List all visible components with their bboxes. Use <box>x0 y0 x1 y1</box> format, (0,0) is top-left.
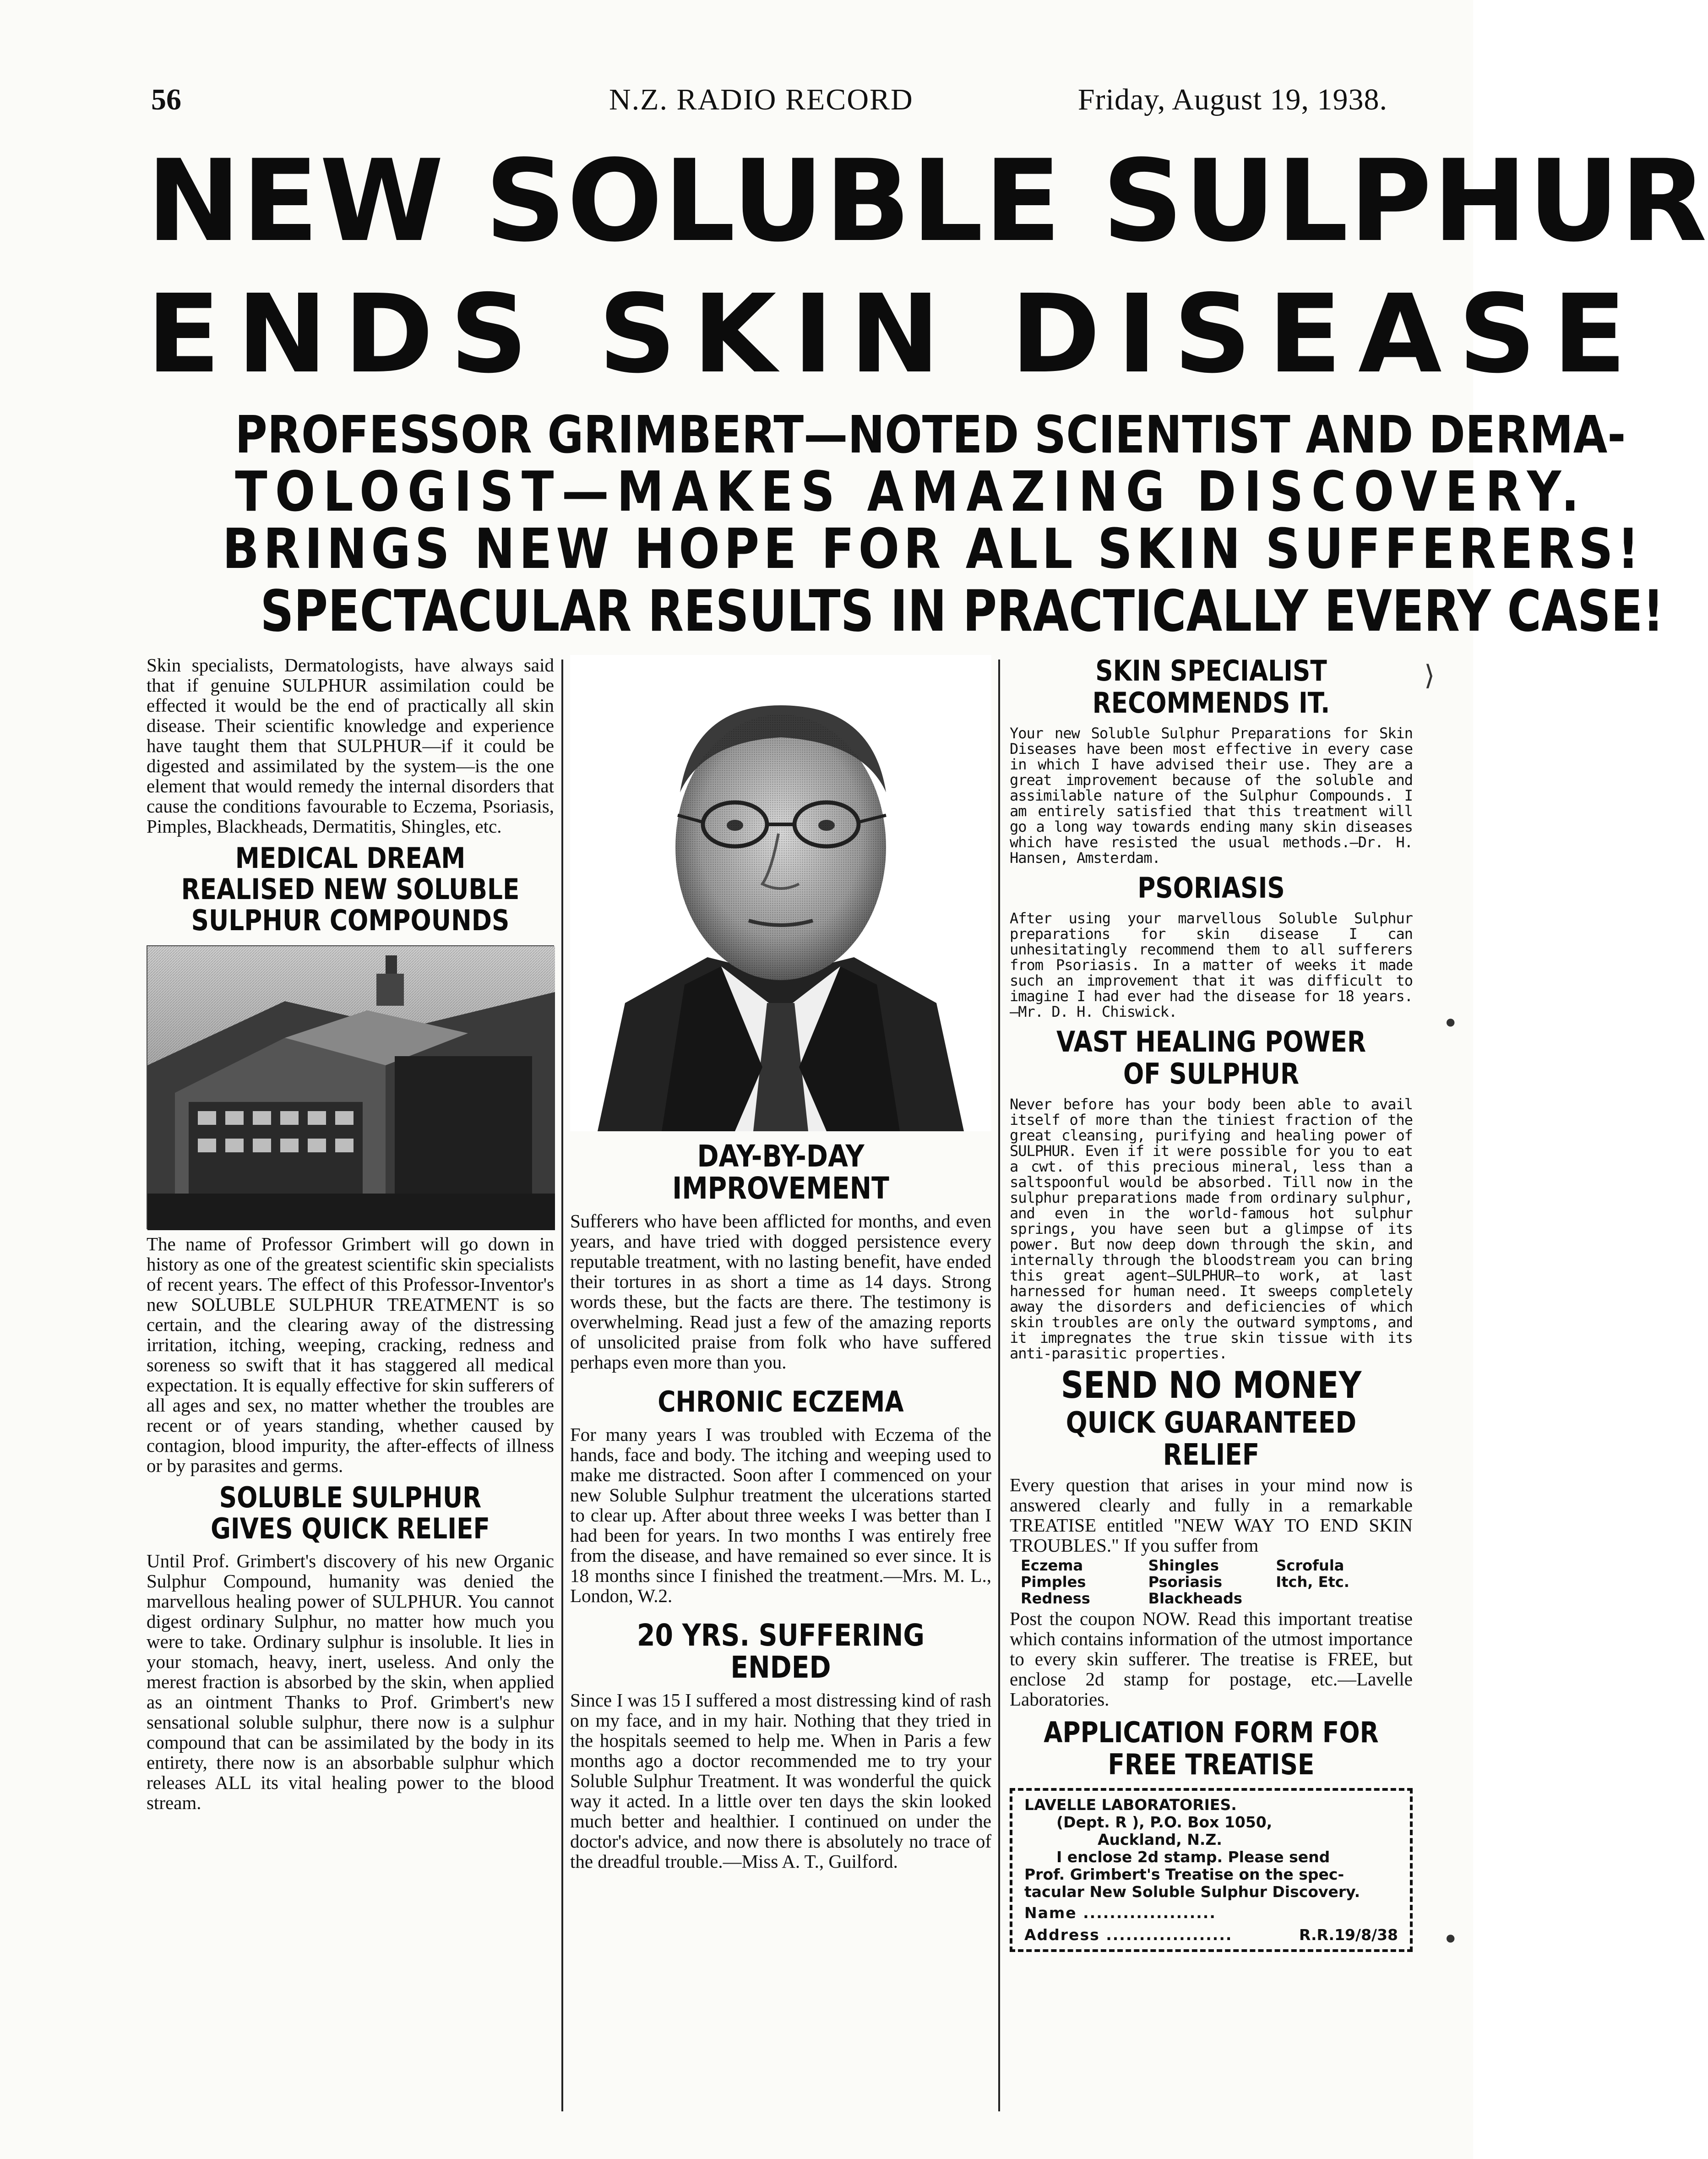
intro-paragraph: Skin specialists, Dermatologists, have always said that if genuine SULPHUR assimilation could be effected it would be the end of practically all skin disease. Their scientific knowledge and experience have taught them that SULPHUR—if it could be digested and assimilated by the system—is the one element that would remedy the internal disorders that cause the conditions favourable to Eczema, Psoriasis, Pimples, Blackheads, Dermatitis, Shingles, etc. <box>147 654 554 837</box>
section-heading-quick-relief: SOLUBLE SULPHUR GIVES QUICK RELIEF <box>211 1481 490 1545</box>
ailment-item: Itch, Etc. <box>1276 1573 1349 1591</box>
application-coupon[interactable] <box>1010 1788 1413 1952</box>
section-heading-chronic-eczema: CHRONIC ECZEMA <box>658 1385 904 1418</box>
section-heading-vast-healing: VAST HEALING POWER OF SULPHUR <box>1056 1025 1366 1090</box>
headline-line-1: NEW SOLUBLE SULPHUR <box>147 136 1708 267</box>
address-field[interactable]: Address ................... <box>1024 1926 1233 1944</box>
ailment-list <box>1010 1555 1413 1608</box>
column-rule <box>998 660 1000 2111</box>
headline-line-2: ENDS SKIN DISEASE <box>147 271 1643 397</box>
subheadline-2: TOLOGIST—MAKES AMAZING DISCOVERY. <box>235 460 1587 524</box>
coupon-instruction: Prof. Grimbert's Treatise on the spec- <box>1024 1865 1344 1883</box>
laboratory-illustration <box>147 946 555 1230</box>
subheadline-4: SPECTACULAR RESULTS IN PRACTICALLY EVERY CASE! <box>260 578 1664 644</box>
treatise-paragraph: Every question that arises in your mind now is answered clearly and fully in a remarkable TREATISE entitled "NEW WAY TO END SKIN TROUBLES." If you suffer from <box>1010 1474 1413 1556</box>
section-heading-send-no-money: SEND NO MONEY <box>1061 1364 1362 1407</box>
section-heading-medical-dream: MEDICAL DREAM REALISED NEW SOLUBLE SULPHUR COMPOUNDS <box>181 841 520 937</box>
ailment-item: Blackheads <box>1148 1590 1242 1607</box>
coupon-reference: R.R.19/8/38 <box>1299 1926 1398 1944</box>
ailment-item: Redness <box>1021 1590 1090 1607</box>
address-row <box>1024 1926 1398 1944</box>
subheadline-1: PROFESSOR GRIMBERT—NOTED SCIENTIST AND DERMA- <box>235 405 1626 465</box>
specialist-testimonial: Your new Soluble Sulphur Preparations for Skin Diseases have been most effective in every case in which I have advised their use. They are a great improvement because of the soluble and assimilable nature of the Sulphur Compounds. I am entirely satisfied that this treatment will go a long way towards ending many skin diseases which have resisted the usual methods.—Dr. H. Hansen, Amsterdam. <box>1010 725 1413 867</box>
page-number: 56 <box>151 83 181 116</box>
psoriasis-testimonial: After using your marvellous Soluble Sulphur preparations for skin disease I can unhesitatingly recommend them to all sufferers from Psoriasis. In a matter of weeks it made such an improvement that it was difficult to imagine I had ever had the disease for 18 years.—Mr. D. H. Chiswick. <box>1010 910 1413 1020</box>
running-head <box>151 82 1387 124</box>
portrait-illustration <box>570 655 991 1131</box>
publication-title: N.Z. RADIO RECORD <box>609 83 914 116</box>
coupon-instruction: I enclose 2d stamp. Please send <box>1056 1848 1330 1866</box>
coupon-instruction: tacular New Soluble Sulphur Discovery. <box>1024 1883 1360 1901</box>
column-middle <box>570 655 991 1871</box>
subheadline-3: BRINGS NEW HOPE FOR ALL SKIN SUFFERERS! <box>222 518 1643 581</box>
ailment-item: Shingles <box>1148 1557 1219 1574</box>
professor-paragraph: The name of Professor Grimbert will go down in history as one of the greatest scientific skin specialists of recent years. The effect of this Professor-Inventor's new SOLUBLE SULPHUR TREATMENT is so certain, and the clearing away of the distressing irritation, itching, weeping, cracking, redness and soreness so swift that it has staggered all medical expectation. It is equally effective for skin sufferers of all ages and sex, no matter whether the troubles are recent or of years standing, whether caused by contagion, blood impurity, the after-effects of illness or by parasites and germs. <box>147 1233 554 1476</box>
coupon-address: (Dept. R ), P.O. Box 1050, <box>1056 1813 1273 1831</box>
post-coupon-paragraph: Post the coupon NOW. Read this important treatise which contains information of the utmost importance to every skin sufferer. The treatise is FREE, but enclose 2d stamp for postage, etc.—Lavelle Laboratories. <box>1010 1608 1413 1710</box>
coupon-city: Auckland, N.Z. <box>1098 1831 1222 1848</box>
column-right <box>1010 655 1413 1952</box>
ailment-item: Scrofula <box>1276 1557 1344 1574</box>
margin-mark: • <box>1442 1008 1459 1040</box>
healing-paragraph: Never before has your body been able to avail itself of more than the tiniest fraction of the great cleansing, purifying and healing power of SULPHUR. Even if it were possible for you to eat a cwt. of this precious mineral, less than a saltspoonful would be absorbed. Till now in the sulphur preparations made from ordinary sulphur, and even in the world-famous hot sulphur springs, you have seen but a glimpse of its power. But now deep down through the skin, and internally through the bloodstream you can bring this great agent—SULPHUR—to work, at last harnessed for human need. It sweeps completely away the disorders and deficiencies of which skin troubles are only the outward symptoms, and it impregnates the true skin tissue with its anti-parasitic properties. <box>1010 1096 1413 1362</box>
column-left <box>147 655 554 1813</box>
section-heading-guaranteed-relief: QUICK GUARANTEED RELIEF <box>1066 1406 1357 1472</box>
section-heading-skin-specialist: SKIN SPECIALIST RECOMMENDS IT. <box>1092 654 1330 720</box>
ailment-item: Eczema <box>1021 1557 1083 1574</box>
eczema-testimonial: For many years I was troubled with Eczema of the hands, face and body. The itching and weeping used to make me distracted. Soon after I commenced on your new Soluble Sulphur treatment the ulcerations started to clear up. After about three weeks I was better than I had been for years. In two months I was entirely free from the disease, and have remained so ever since. It is 18 months since I finished the treatment.—Mrs. M. L., London, W.2. <box>570 1424 991 1606</box>
improvement-paragraph: Sufferers who have been afflicted for months, and even years, and have tried with dogged persistence every reputable treatment, with no lasting benefit, have ended their tortures in as short a time as 14 days. Strong words these, but the facts are there. The testimony is overwhelming. Read just a few of the amazing reports of unsolicited praise from folk who have suffered perhaps even more than you. <box>570 1210 991 1373</box>
section-heading-application-form: APPLICATION FORM FOR FREE TREATISE <box>1044 1716 1379 1781</box>
professor-portrait <box>570 655 991 1131</box>
ailment-item: Psoriasis <box>1148 1573 1222 1591</box>
section-heading-day-by-day: DAY-BY-DAY IMPROVEMENT <box>672 1139 889 1206</box>
section-heading-20-yrs: 20 YRS. SUFFERING ENDED <box>637 1618 925 1685</box>
ailment-item <box>1276 1590 1403 1607</box>
column-rule <box>561 660 563 2111</box>
coupon-lab-name: LAVELLE LABORATORIES. <box>1024 1796 1237 1814</box>
rash-testimonial: Since I was 15 I suffered a most distressing kind of rash on my face, and in my hair. Nothing that they tried in the hospitals seemed to help me. When in Paris a few months ago a doctor recommended me to try your Soluble Sulphur Treatment. It was wonderful the quick way it acted. In a little over ten days the skin looked much better and healthier. I continued on under the doctor's advice, and now there is absolutely no trace of the dreadful trouble.—Miss A. T., Guilford. <box>570 1690 991 1872</box>
margin-mark: • <box>1442 1924 1459 1956</box>
laboratory-photo <box>147 945 554 1229</box>
section-heading-psoriasis: PSORIASIS <box>1137 871 1285 905</box>
ailment-item: Pimples <box>1021 1573 1086 1591</box>
margin-mark: ⟩ <box>1424 660 1435 692</box>
name-field[interactable]: Name .................... <box>1024 1904 1216 1922</box>
issue-date: Friday, August 19, 1938. <box>1077 83 1387 116</box>
sulphur-paragraph: Until Prof. Grimbert's discovery of his new Organic Sulphur Compound, humanity was denied the marvellous healing power of SULPHUR. You cannot digest ordinary Sulphur, no matter how much you were to take. Ordinary sulphur is insoluble. It lies in your stomach, heavy, inert, useless. And only the merest fraction is absorbed by the skin, when applied as an ointment Thanks to Prof. Grimbert's new sensational soluble sulphur, there now is a sulphur compound that can be assimilated by the body in its entirety, there now is an absorbable sulphur which releases ALL its vital healing power to the blood stream. <box>147 1550 554 1813</box>
